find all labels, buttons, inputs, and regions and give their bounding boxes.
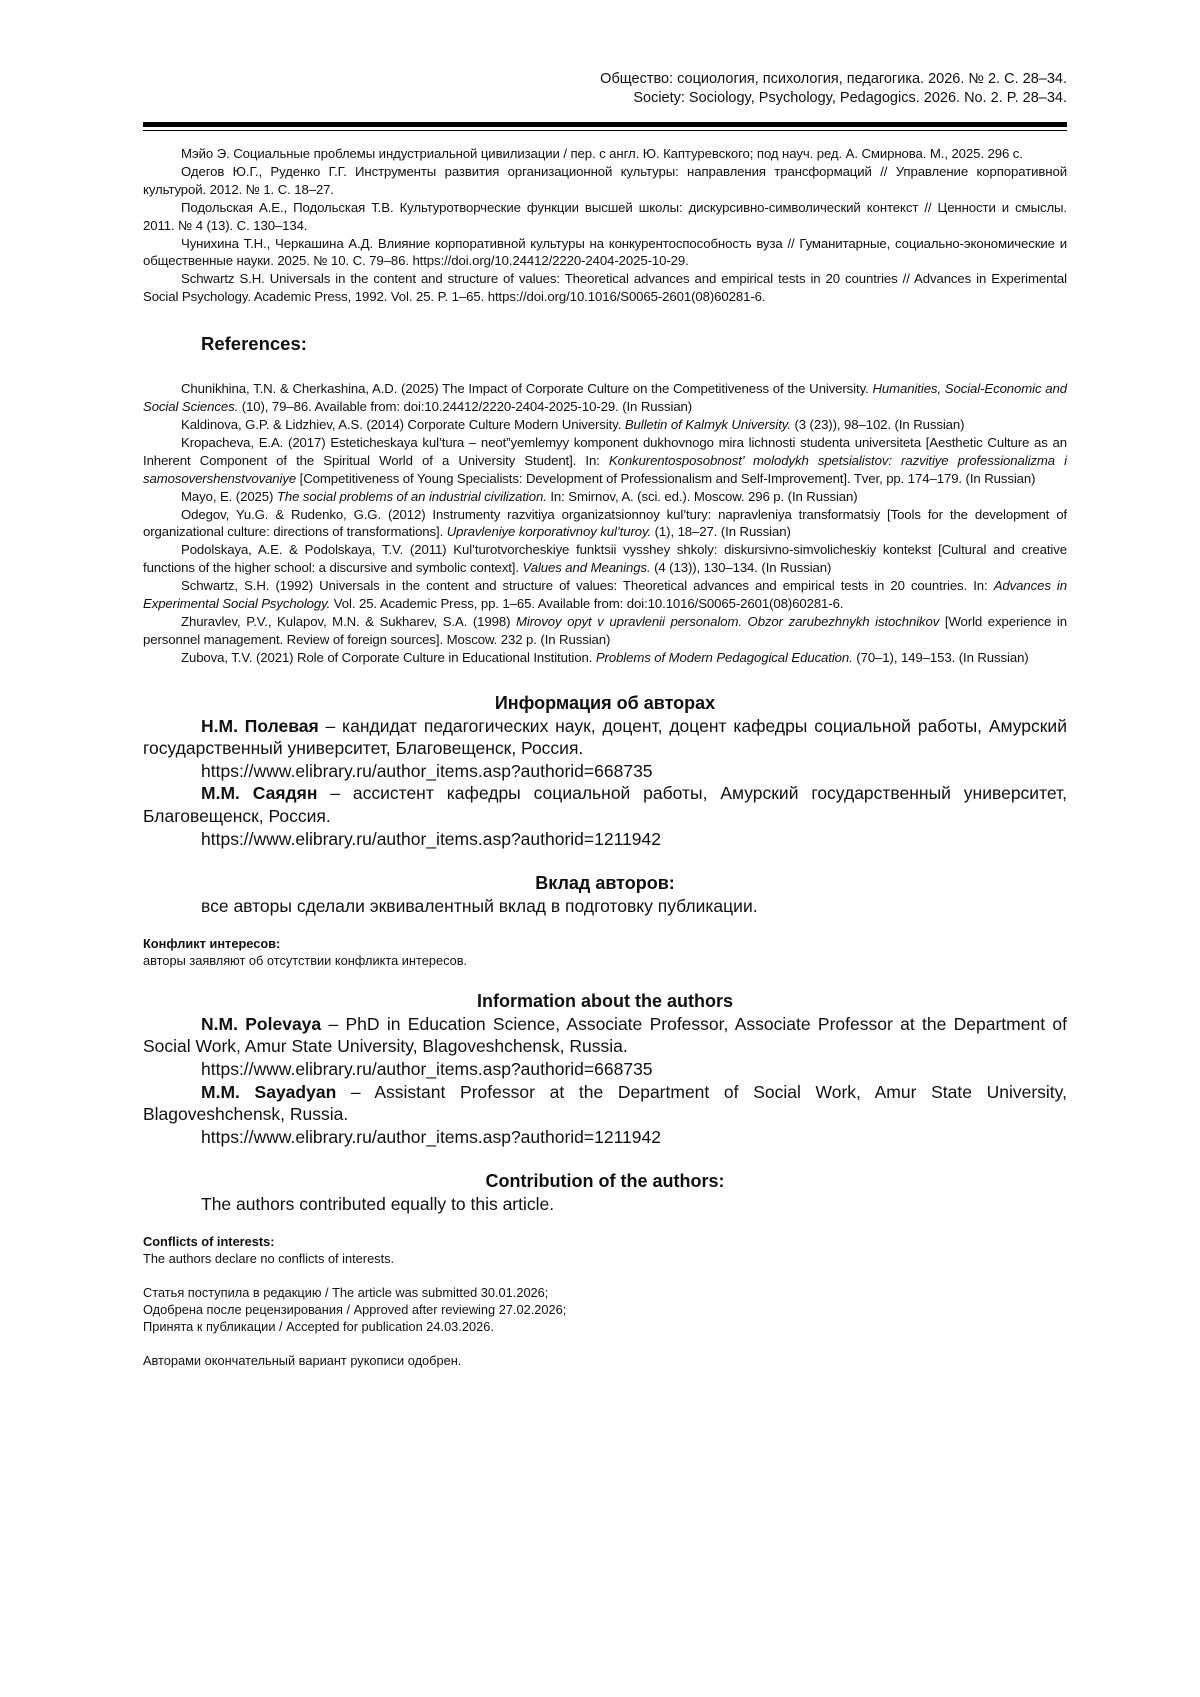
date-accepted: Принята к публикации / Accepted for publication 24.03.2026. [143, 1318, 494, 1334]
ru-author-2-name: М.М. Саядян [201, 783, 318, 804]
ru-contribution [143, 872, 1067, 918]
en-author-2-link[interactable]: https://www.elibrary.ru/author_items.asp?authorid=1211942 [201, 1126, 661, 1147]
en-reference: Mayo, E. (2025) The social problems of an industrial civilization. In: Smirnov, A. (sci. ed.). Moscow. 296 p. (In Russian) [181, 488, 858, 504]
ru-reference: Подольская А.Е., Подольская Т.В. Культуротворческие функции высшей школы: дискурсивно-символический контекст // Ценности и смыслы. 2011. № 4 (13). С. 130–134. [143, 199, 1067, 233]
ru-reference-list [143, 145, 1067, 306]
en-reference: Zhuravlev, P.V., Kulapov, M.N. & Sukharev, S.A. (1998) Mirovoy opyt v upravlenii personalom. Obzor zarubezhnykh istochnikov [World experience in personnel management. Review of foreign sources]. Moscow. 232 p. (In Russian) [143, 613, 1067, 647]
ru-contribution-text: все авторы сделали эквивалентный вклад в подготовку публикации. [201, 896, 758, 917]
ru-author-1-name: Н.М. Полевая [201, 715, 319, 736]
running-header-en: Society: Sociology, Psychology, Pedagogics. 2026. No. 2. P. 28–34. [633, 90, 1067, 106]
en-contribution [143, 1170, 1067, 1216]
en-author-2-name: M.M. Sayadyan [201, 1081, 337, 1102]
article-dates [143, 1284, 1067, 1335]
en-reference: Odegov, Yu.G. & Rudenko, G.G. (2012) Instrumenty razvitiya organizatsionnoy kul’tury: napravleniya transformatsiy [Tools for the development of organizational culture: directions of transformations]. Upravleniye korporativnoy kul’turoy. (1), 18–27. (In Russian) [143, 506, 1067, 540]
en-reference-list [143, 380, 1067, 667]
references-heading: References: [201, 333, 307, 355]
en-author-info [143, 990, 1067, 1149]
en-contribution-text: The authors contributed equally to this article. [201, 1194, 555, 1215]
en-conflict [143, 1233, 1067, 1267]
ru-author-1-link[interactable]: https://www.elibrary.ru/author_items.asp?authorid=668735 [201, 760, 653, 781]
en-author-1: N.M. Polevaya – PhD in Education Science, Associate Professor, Associate Professor at the Department of Social Work, Amur State University, Blagoveshchensk, Russia. [143, 1013, 1067, 1057]
ru-conflict-title: Конфликт интересов: [143, 935, 281, 951]
en-reference: Kropacheva, E.A. (2017) Esteticheskaya kul’tura – neot”yemlemyy komponent dukhovnogo mira lichnosti studenta universiteta [Aesthetic Culture as an Inherent Component of the Spiritual World of a University Student]. In: Konkurentosposobnost’ molodykh spetsialistov: razvitiye professionalizma i samosovershenstvovaniye [Competitiveness of Young Specialists: Development of Professionalism and Self-Improvement]. Tver, pp. 174–179. (In Russian) [143, 434, 1067, 486]
date-submitted: Статья поступила в редакцию / The article was submitted 30.01.2026; [143, 1284, 549, 1300]
ru-contribution-title: Вклад авторов: [535, 873, 675, 894]
running-header [600, 70, 1067, 108]
en-contribution-title: Contribution of the authors: [485, 1171, 725, 1192]
ru-reference: Одегов Ю.Г., Руденко Г.Г. Инструменты развития организационной культуры: направления трансформаций // Управление корпоративной культурой. 2012. № 1. С. 18–27. [143, 163, 1067, 197]
header-rule-thick [143, 122, 1067, 127]
en-reference: Chunikhina, T.N. & Cherkashina, A.D. (2025) The Impact of Corporate Culture on the Competitiveness of the University. Humanities, Social-Economic and Social Sciences. (10), 79–86. Available from: doi:10.24412/2220-2404-2025-10-29. (In Russian) [143, 381, 1067, 415]
ru-author-info-title: Информация об авторах [494, 692, 716, 713]
en-author-1-link[interactable]: https://www.elibrary.ru/author_items.asp?authorid=668735 [201, 1059, 653, 1079]
header-rule-thin [143, 130, 1067, 131]
ru-author-2-link[interactable]: https://www.elibrary.ru/author_items.asp?authorid=1211942 [201, 828, 661, 849]
page-content [143, 145, 1067, 1369]
ru-reference: Мэйо Э. Социальные проблемы индустриальной цивилизации / пер. с англ. Ю. Каптуревского; под науч. ред. А. Смирнова. М., 2025. 296 с. [181, 146, 1023, 161]
en-reference: Podolskaya, A.E. & Podolskaya, T.V. (2011) Kul’turotvorcheskiye funktsii vysshey shkoly: diskursivno-simvolicheskiy kontekst [Cultural and creative functions of the higher school: a discursive and symbolic context]. Values and Meanings. (4 (13)), 130–134. (In Russian) [143, 542, 1067, 576]
en-reference: Schwartz, S.H. (1992) Universals in the content and structure of values: Theoretical advances and empirical tests in 20 countries. In: Advances in Experimental Social Psychology. Vol. 25. Academic Press, pp. 1–65. Available from: doi:10.1016/S0065-2601(08)60281-6. [143, 578, 1067, 612]
en-conflict-text: The authors declare no conflicts of interests. [143, 1250, 395, 1266]
ru-author-1: Н.М. Полевая – кандидат педагогических наук, доцент, доцент кафедры социальной работы, Амурский государственный университет, Благовещенск, Россия. [143, 715, 1067, 759]
ru-reference: Schwartz S.H. Universals in the content and structure of values: Theoretical advances and empirical tests in 20 countries // Advances in Experimental Social Psychology. Academic Press, 1992. Vol. 25. P. 1–65. https://doi.org/10.1016/S0065-2601(08)60281-6. [143, 271, 1067, 305]
running-header-ru: Общество: социология, психология, педагогика. 2026. № 2. С. 28–34. [600, 71, 1067, 87]
en-conflict-title: Conflicts of interests: [143, 1233, 275, 1249]
en-reference: Kaldinova, G.P. & Lidzhiev, A.S. (2014) Corporate Culture Modern University. Bulletin of Kalmyk University. (3 (23)), 98–102. (In Russian) [181, 416, 965, 432]
en-author-2: M.M. Sayadyan – Assistant Professor at the Department of Social Work, Amur State University, Blagoveshchensk, Russia. [143, 1081, 1067, 1125]
en-author-1-name: N.M. Polevaya [201, 1013, 322, 1034]
final-note: Авторами окончательный вариант рукописи одобрен. [143, 1352, 462, 1368]
ru-conflict [143, 935, 1067, 969]
en-reference: Zubova, T.V. (2021) Role of Corporate Culture in Educational Institution. Problems of Modern Pedagogical Education. (70–1), 149–153. (In Russian) [181, 649, 1029, 665]
date-approved: Одобрена после рецензирования / Approved after reviewing 27.02.2026; [143, 1301, 567, 1317]
en-author-info-title: Information about the authors [477, 990, 733, 1011]
ru-author-2: М.М. Саядян – ассистент кафедры социальной работы, Амурский государственный университет, Благовещенск, Россия. [143, 783, 1067, 827]
ru-author-info [143, 692, 1067, 851]
ru-reference: Чунихина Т.Н., Черкашина А.Д. Влияние корпоративной культуры на конкурентоспособность вуза // Гуманитарные, социально-экономические и общественные науки. 2025. № 10. С. 79–86. https://doi.org/10.24412/2220-2404-2025-10-29. [143, 235, 1067, 269]
ru-conflict-text: авторы заявляют об отсутствии конфликта интересов. [143, 952, 468, 968]
